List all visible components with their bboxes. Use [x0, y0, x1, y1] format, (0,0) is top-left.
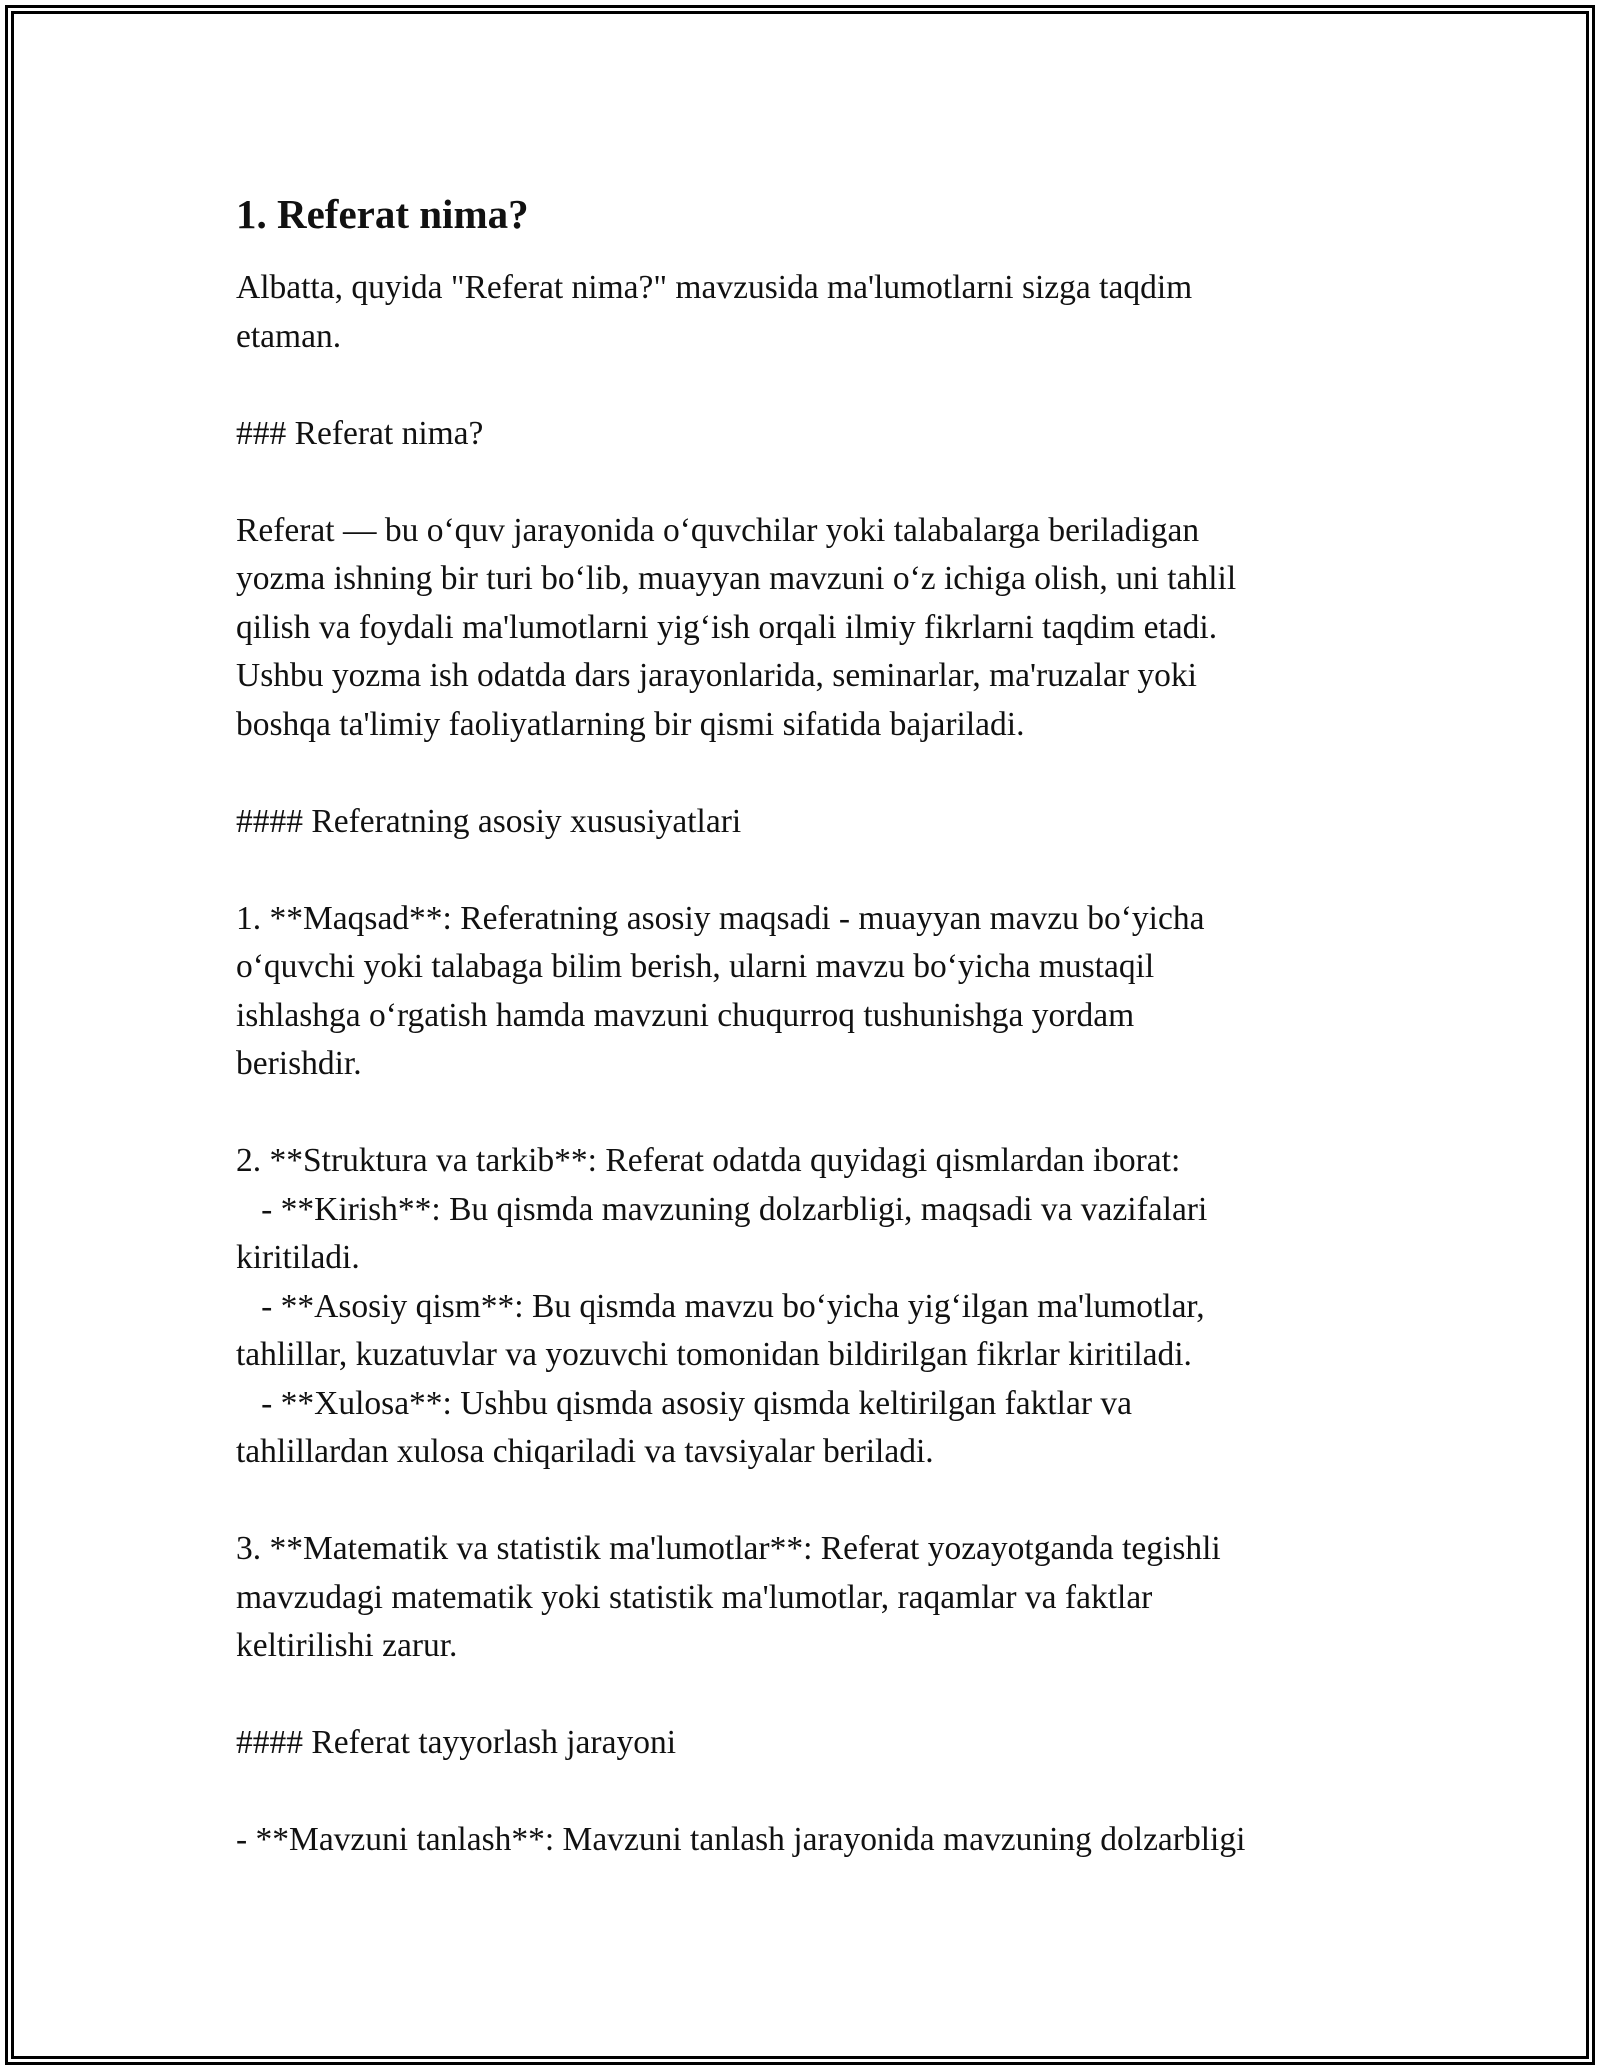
text-line: tahlillar, kuzatuvlar va yozuvchi tomonidan bildirilgan fikrlar kiritiladi.: [236, 1336, 1192, 1373]
text-line: 3. **Matematik va statistik ma'lumotlar**: Referat yozayotganda tegishli: [236, 1530, 1221, 1567]
text-line: [236, 846, 1376, 895]
text-line: [236, 1671, 1376, 1720]
text-line: qilish va foydali ma'lumotlarni yig‘ish orqali ilmiy fikrlarni taqdim etadi.: [236, 608, 1218, 646]
text-line: Ushbu yozma ish odatda dars jarayonlarida, seminarlar, ma'ruzalar yoki: [236, 657, 1197, 694]
text-line: 1. **Maqsad**: Referatning asosiy maqsadi - muayyan mavzu bo‘yicha: [236, 899, 1205, 937]
text-line: yozma ishning bir turi bo‘lib, muayyan mavzuni o‘z ichiga olish, uni tahlil: [236, 560, 1237, 597]
text-line: etaman.: [236, 317, 342, 355]
document-text: [236, 264, 1376, 1865]
text-line: mavzudagi matematik yoki statistik ma'lumotlar, raqamlar va faktlar: [236, 1578, 1153, 1616]
text-line: - **Asosiy qism**: Bu qismda mavzu bo‘yicha yig‘ilgan ma'lumotlar,: [236, 1287, 1205, 1325]
text-line: ishlashga o‘rgatish hamda mavzuni chuqurroq tushunishga yordam: [236, 996, 1135, 1034]
text-line: - **Mavzuni tanlash**: Mavzuni tanlash jarayonida mavzuning dolzarbligi: [236, 1821, 1246, 1858]
text-line: [236, 361, 1376, 410]
text-line: [236, 458, 1376, 507]
text-line: - **Kirish**: Bu qismda mavzuning dolzarbligi, maqsadi va vazifalari: [236, 1190, 1208, 1228]
text-line: o‘quvchi yoki talabaga bilim berish, ularni mavzu bo‘yicha mustaqil: [236, 948, 1155, 985]
text-line: Referat — bu o‘quv jarayonida o‘quvchilar yoki talabalarga beriladigan: [236, 511, 1200, 549]
document-title: 1. Referat nima?: [236, 191, 529, 237]
text-line: [236, 1768, 1376, 1817]
text-line: ### Referat nima?: [236, 414, 484, 452]
text-line: #### Referat tayyorlash jarayoni: [236, 1724, 676, 1761]
document-body: [236, 186, 1376, 1865]
text-line: #### Referatning asosiy xususiyatlari: [236, 802, 742, 840]
text-line: - **Xulosa**: Ushbu qismda asosiy qismda keltirilgan faktlar va: [236, 1384, 1132, 1422]
text-line: keltirilishi zarur.: [236, 1627, 458, 1664]
text-line: berishdir.: [236, 1045, 362, 1082]
text-line: [236, 749, 1376, 798]
text-line: kiritiladi.: [236, 1239, 360, 1276]
text-line: Albatta, quyida "Referat nima?" mavzusida ma'lumotlarni sizga taqdim: [236, 269, 1193, 306]
text-line: [236, 1477, 1376, 1526]
text-line: tahlillardan xulosa chiqariladi va tavsiyalar beriladi.: [236, 1433, 934, 1470]
text-line: 2. **Struktura va tarkib**: Referat odatda quyidagi qismlardan iborat:: [236, 1142, 1181, 1179]
text-line: [236, 1089, 1376, 1138]
text-line: boshqa ta'limiy faoliyatlarning bir qismi sifatida bajariladi.: [236, 705, 1025, 743]
